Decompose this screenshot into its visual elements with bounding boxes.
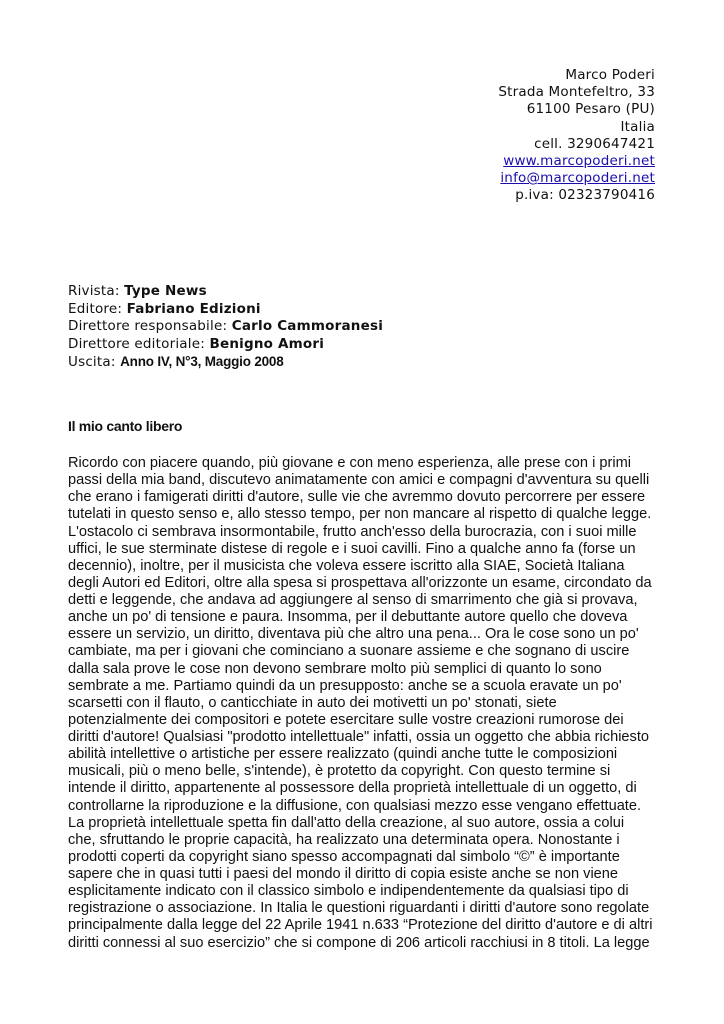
publisher-label: Editore:: [68, 300, 123, 317]
magazine-label: Rivista:: [68, 283, 120, 299]
article-line: tutelati in questo senso e, allo stesso tempo, per non mancare al rispetto di qualche legge.: [68, 506, 652, 523]
article-line: principalmente dalla legge del 22 Aprile 1941 n.633 “Protezione del diritto d'autore e di altri: [68, 917, 653, 934]
editorial-director-value: Benigno Amori: [209, 335, 325, 352]
article-line: esplicitamente indicato con il classico simbolo e indipendentemente da qualsiasi tipo di: [68, 883, 629, 900]
article-line: prodotti coperti da copyright siano spesso accompagnati dal simbolo “©” è importante: [68, 848, 620, 865]
article-line: registrazione o associazione. In Italia le questioni riguardanti i diritti d'autore sono regolate: [68, 900, 650, 917]
article-line: intende il diritto, appartenente al possessore della proprietà intellettuale di un oggetto, di: [68, 780, 637, 797]
article-line: diritti connessi al suo esercizio” che si compone di 206 articoli racchiusi in 8 titoli. La legge: [68, 934, 650, 951]
issue-row: [68, 353, 383, 372]
article-line: diritti d'autore! Qualsiasi "prodotto intellettuale" infatti, ossia un oggetto che abbia richiesto: [68, 729, 650, 745]
sender-address-block: [498, 67, 655, 205]
article-line: passi della mia band, discutevo animatamente con amici e compagni d'avventura su quelli: [68, 472, 650, 489]
sender-name: Marco Poderi: [565, 67, 655, 83]
article-line: potenzialmente dei compositori e potete esercitare sulle vostre creazioni rumorose dei: [68, 711, 624, 728]
sender-city: 61100 Pesaro (PU): [526, 101, 655, 118]
article-line: sapere che in quasi tutti i paesi del mondo il diritto di copia esiste anche se non viene: [68, 866, 619, 882]
article-body: [68, 455, 658, 952]
publisher-value: Fabriano Edizioni: [126, 300, 261, 317]
editorial-director-label: Direttore editoriale:: [68, 335, 205, 352]
website-link[interactable]: www.marcopoderi.net: [503, 153, 655, 170]
sender-vat: p.iva: 02323790416: [515, 187, 655, 204]
article-line: detti e leggende, che andava ad aggiungere al senso di smarrimento che già si provava,: [68, 592, 638, 608]
article-title: Il mio canto libero: [68, 418, 183, 434]
sender-phone: cell. 3290647421: [534, 135, 655, 152]
article-line: abilità intellettive o artistiche per essere realizzato (quindi anche tutte le composizioni: [68, 746, 618, 763]
publication-info: [68, 283, 383, 372]
article-line: che, sfruttando le proprie capacità, ha realizzato una determinata opera. Nonostante i: [68, 831, 620, 848]
article-line: La proprietà intellettuale spetta fin dall'atto della creazione, al suo autore, ossia a colui: [68, 814, 625, 831]
sender-country: Italia: [620, 118, 655, 135]
director-label: Direttore responsabile:: [68, 318, 228, 335]
article-line: controllarne la riproduzione e la diffusione, con qualsiasi mezzo esse vengano effettuate.: [68, 797, 642, 814]
sender-street: Strada Montefeltro, 33: [498, 84, 655, 101]
article-line: musicali, più o meno belle, s'intende), è protetto da copyright. Con questo termine si: [68, 763, 611, 780]
director-value: Carlo Cammoranesi: [231, 318, 384, 335]
publisher-row: [68, 301, 383, 319]
editorial-director-row: [68, 336, 383, 354]
article-line: dalla sala prove le cose non devono sembrare molto più semplici di quanto lo sono: [68, 660, 602, 677]
article-line: decennio), inoltre, per il musicista che voleva essere iscritto alla SIAE, Società Italiana: [68, 557, 625, 574]
article-line: uffici, le sue sterminate distese di regole e i suoi cavilli. Fino a qualche anno fa (forse un: [68, 540, 636, 557]
article-line: L'ostacolo ci sembrava insormontabile, frutto anch'esso della burocrazia, con i suoi mille: [68, 523, 637, 540]
article-line: degli Autori ed Editori, oltre alla spesa si prospettava all'orizzonte un esame, circondato da: [68, 574, 652, 591]
article-line: essere un servizio, un diritto, diventava più che altro una pena... Ora le cose sono un po': [68, 626, 639, 643]
article-line: Ricordo con piacere quando, più giovane e con meno esperienza, alle prese con i primi: [68, 455, 632, 471]
article-line: sembrate a me. Partiamo quindi da un presupposto: anche se a scuola eravate un po': [68, 677, 622, 694]
issue-value: Anno IV, N°3, Maggio 2008: [120, 354, 284, 370]
article-line: cambiate, ma per i giovani che cominciano a suonare assieme e che sognano di uscire: [68, 643, 630, 660]
email-link[interactable]: info@marcopoderi.net: [500, 170, 655, 187]
magazine-row: [68, 283, 383, 301]
article-line: scarsetti con il flauto, o canticchiate in auto dei motivetti un po' stonati, siete: [68, 694, 557, 711]
article-line: anche un po' di tensione e paura. Insomma, per il debuttante autore quello che doveva: [68, 609, 628, 626]
article-line: che erano i famigerati diritti d'autore, sulle vie che avremmo dovuto percorrere per essere: [68, 489, 646, 506]
director-row: [68, 318, 383, 336]
issue-label: Uscita:: [68, 354, 116, 371]
magazine-value: Type News: [124, 283, 207, 299]
